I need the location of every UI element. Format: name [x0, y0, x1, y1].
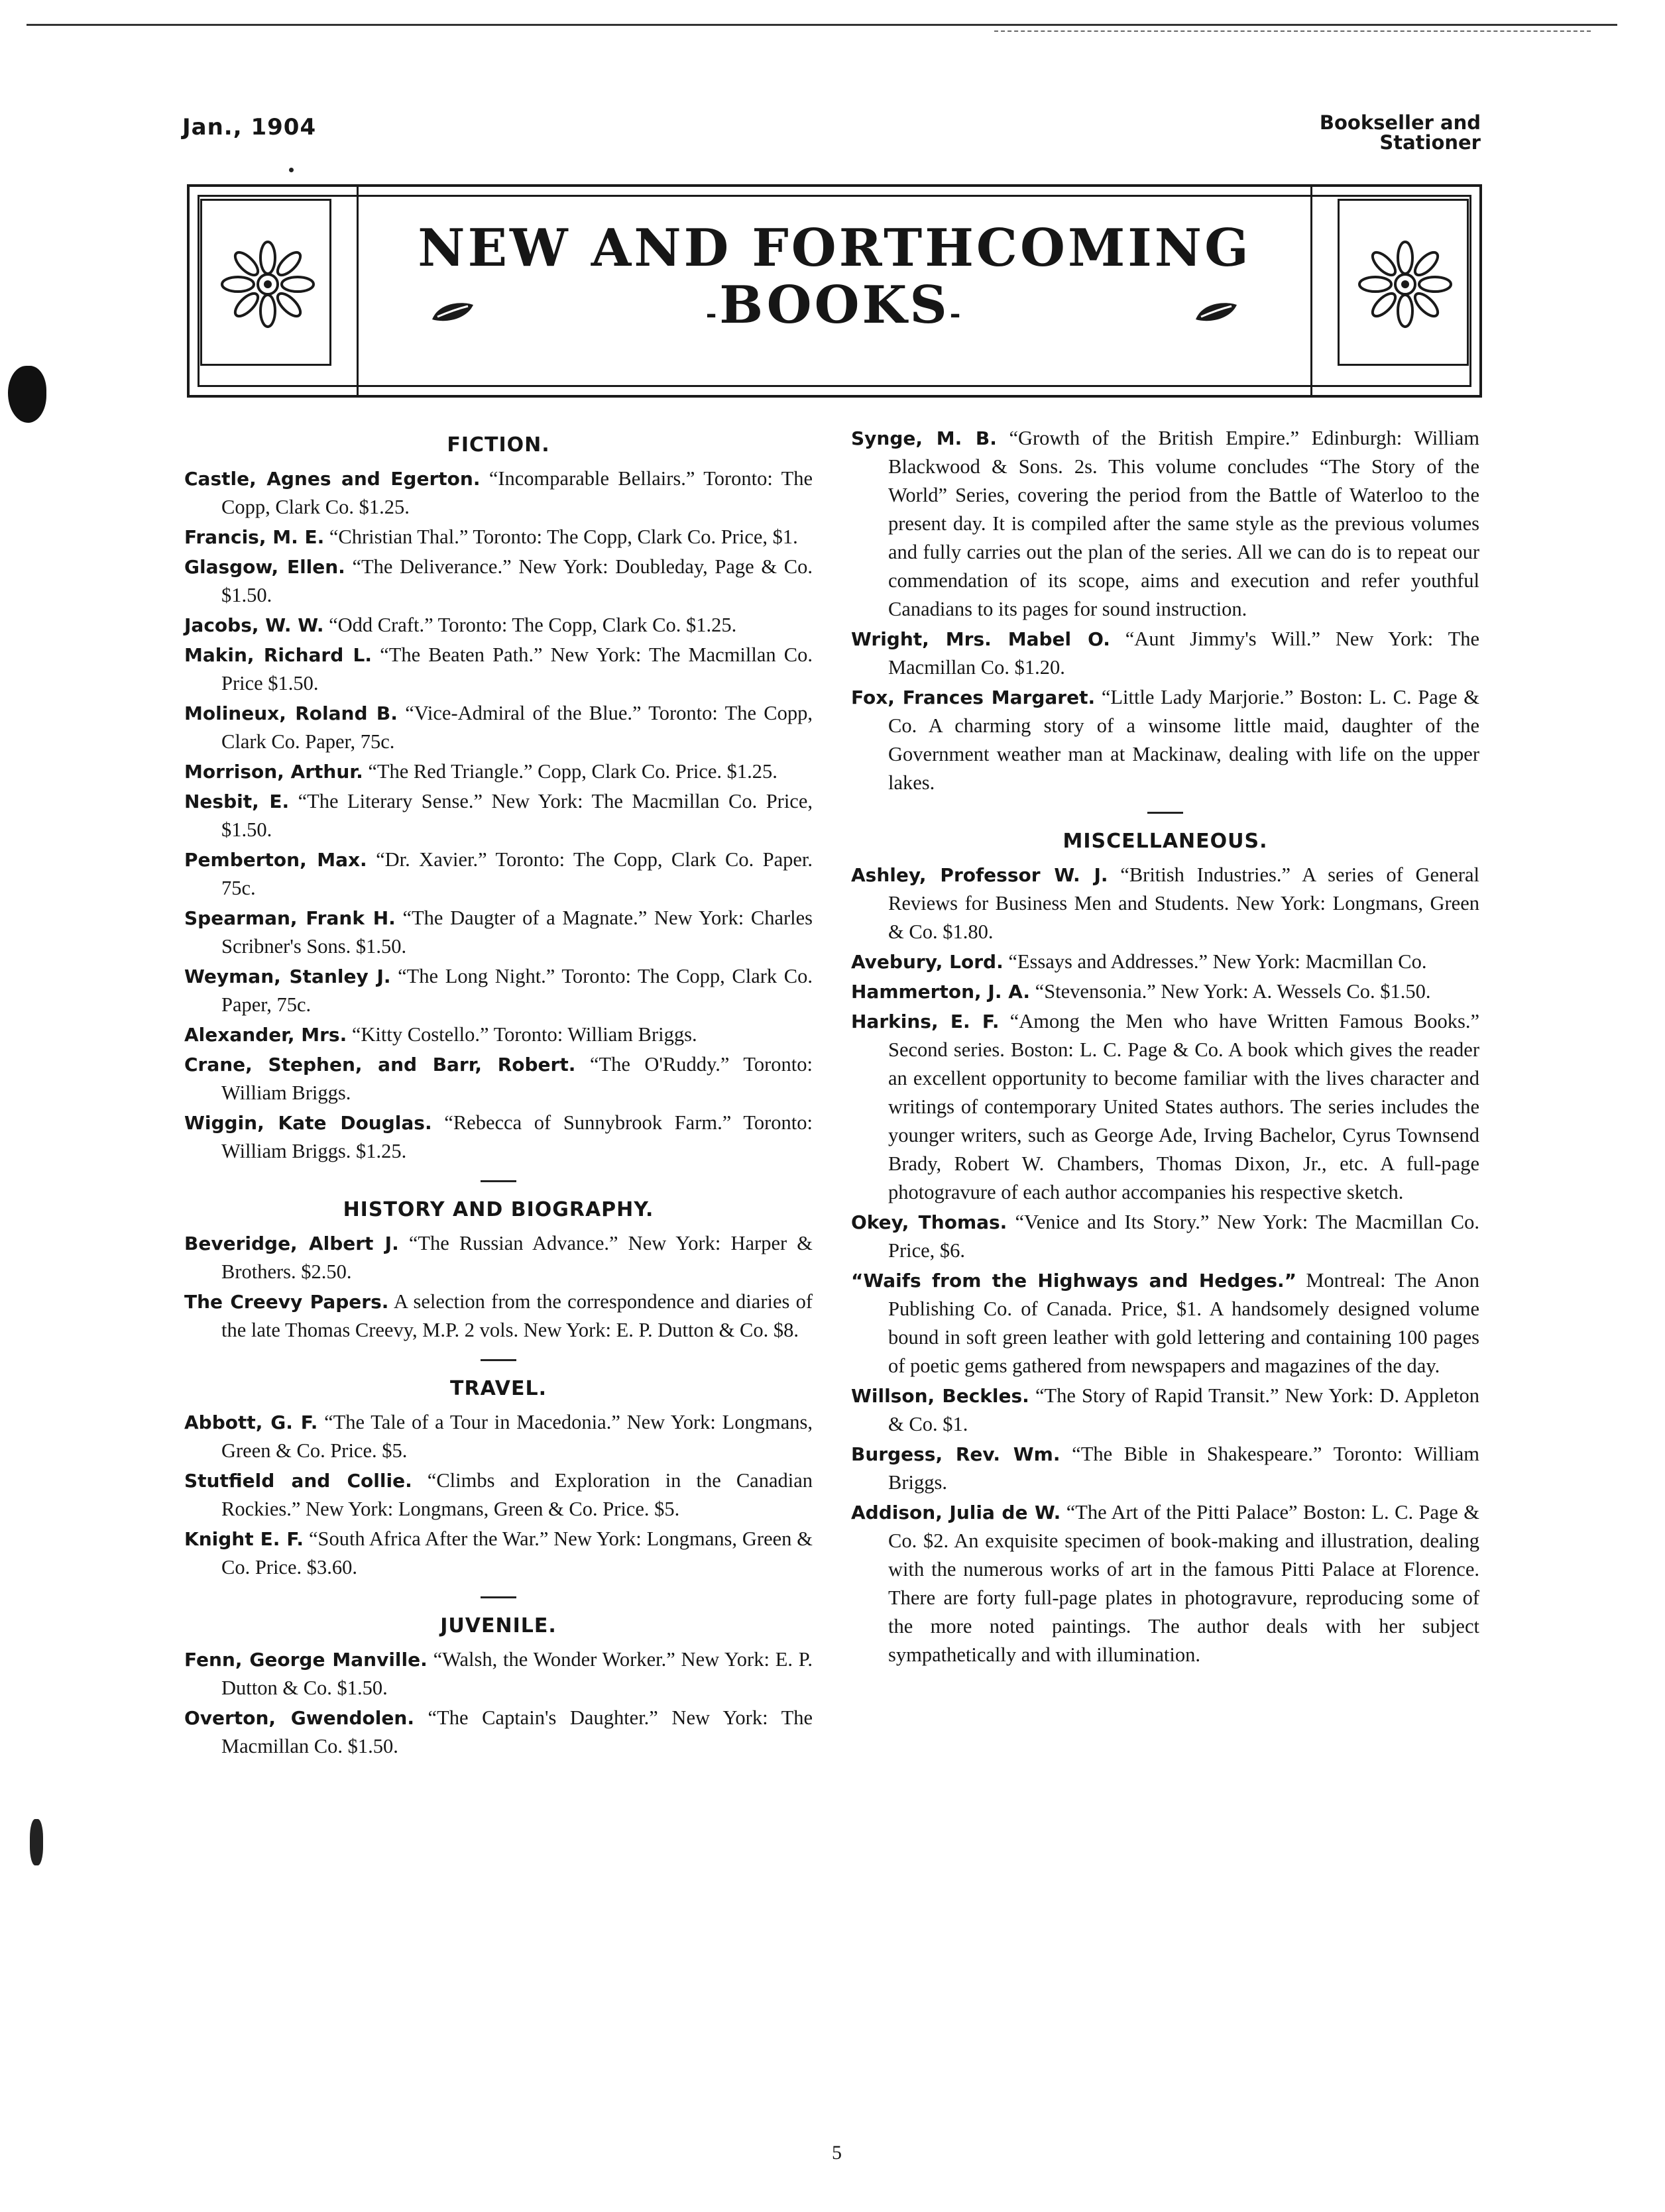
entry-details: “Aunt Jimmy's Will.” New York: The Macmillan Co. $1.20.	[888, 628, 1479, 679]
entry-details: “Christian Thal.” Toronto: The Copp, Clark Co. Price, $1.	[329, 525, 798, 548]
entry-details: “Little Lady Marjorie.” Boston: L. C. Page & Co. A charming story of a winsome little maid, daughter of the Government weather man at Mackinaw, dealing with life on the upper lakes.	[888, 686, 1479, 794]
entry-author: Beveridge, Albert J.	[184, 1233, 399, 1254]
list-item	[184, 1229, 813, 1286]
entry-author: Pemberton, Max.	[184, 849, 367, 871]
entry-author: Glasgow, Ellen.	[184, 556, 345, 578]
list-item	[184, 962, 813, 1019]
list-item	[184, 1645, 813, 1702]
list-item	[184, 523, 813, 551]
entry-author: Ashley, Professor W. J.	[851, 864, 1108, 886]
entry-details: “The Story of Rapid Transit.” New York: D. Appleton & Co. $1.	[888, 1384, 1480, 1435]
list-item	[851, 1382, 1479, 1439]
banner-title	[362, 220, 1307, 343]
leaf-ornament-icon	[430, 300, 476, 323]
page-number: 5	[832, 2142, 842, 2164]
entry-details: “Walsh, the Wonder Worker.” New York: E. P. Dutton & Co. $1.50.	[221, 1648, 813, 1699]
entry-author: Willson, Beckles.	[851, 1385, 1029, 1407]
entry-author: Castle, Agnes and Egerton.	[184, 468, 481, 490]
publication-name-line2: Stationer	[1379, 131, 1481, 154]
entry-details: “The Bible in Shakespeare.” Toronto: William Briggs.	[888, 1443, 1479, 1494]
top-rule	[27, 24, 1617, 26]
entry-author: Synge, M. B.	[851, 427, 997, 449]
list-item	[184, 904, 813, 961]
list-item	[851, 1440, 1479, 1497]
list-item	[851, 625, 1479, 682]
entry-author: “Waifs from the Highways and Hedges.”	[851, 1270, 1297, 1292]
entry-details: “The Art of the Pitti Palace” Boston: L. C. Page & Co. $2. An exquisite specimen of book-making and illustration, dealing with the numerous works of art in the famous Pitti Palace at Florence. There are forty full-page plates in photogravure, reproducing some of the more noted paintings. The author deals with her subject sympathetically and with illumination.	[888, 1501, 1479, 1666]
entry-details: “The O'Ruddy.” Toronto: William Briggs.	[221, 1053, 813, 1104]
list-item	[184, 1704, 813, 1761]
list-item	[851, 1208, 1479, 1265]
banner-divider-right	[1310, 187, 1312, 395]
entry-author: Fenn, George Manville.	[184, 1649, 428, 1671]
entry-author: Jacobs, W. W.	[184, 614, 324, 636]
section-heading-fiction: FICTION.	[447, 433, 550, 457]
title-dash-icon: -	[705, 298, 720, 329]
entry-author: Overton, Gwendolen.	[184, 1707, 414, 1729]
entry-details: “The Russian Advance.” New York: Harper & Brothers. $2.50.	[221, 1232, 813, 1283]
entry-author: Alexander, Mrs.	[184, 1024, 347, 1046]
entry-author: Morrison, Arthur.	[184, 761, 363, 783]
entry-details: “The Long Night.” Toronto: The Copp, Clark Co. Paper, 75c.	[221, 965, 813, 1016]
list-item	[184, 1408, 813, 1465]
list-item	[184, 699, 813, 756]
list-item	[184, 757, 813, 786]
margin-mark	[30, 1819, 43, 1865]
entry-author: Spearman, Frank H.	[184, 907, 396, 929]
entry-author: Francis, M. E.	[184, 526, 325, 548]
section-divider	[1147, 812, 1183, 814]
binding-hole-blot	[8, 366, 46, 423]
title-dash-icon: -	[949, 298, 964, 329]
section-divider	[481, 1359, 516, 1361]
list-item	[184, 1050, 813, 1107]
entry-author: Crane, Stephen, and Barr, Robert.	[184, 1054, 576, 1076]
section-heading-miscellaneous: MISCELLANEOUS.	[1062, 830, 1268, 853]
entry-details: “South Africa After the War.” New York: Longmans, Green & Co. Price. $3.60.	[221, 1527, 813, 1578]
entry-details: “Growth of the British Empire.” Edinburgh: William Blackwood & Sons. 2s. This volume concludes “The Story of the World” Series, covering the period from the Battle of Waterloo to the present day. It is compiled after the same style as the previous volumes and fully carries out the plan of the series. All we can do is to repeat our commendation of its scope, aims and execution and refer youthful Canadians to its pages for sound instruction.	[888, 427, 1480, 620]
banner-title-line2-text: BOOKS	[719, 275, 950, 335]
ornament-box-left	[200, 199, 331, 366]
entry-author: Fox, Frances Margaret.	[851, 687, 1096, 708]
entry-author: Burgess, Rev. Wm.	[851, 1443, 1061, 1465]
list-item	[184, 1021, 813, 1049]
title-banner	[187, 184, 1482, 398]
entry-details: “Kitty Costello.” Toronto: William Briggs.	[351, 1023, 697, 1046]
list-item	[184, 641, 813, 698]
entry-author: Makin, Richard L.	[184, 644, 373, 666]
list-item	[851, 948, 1479, 976]
entry-author: Wright, Mrs. Mabel O.	[851, 628, 1110, 650]
entry-details: “The Deliverance.” New York: Doubleday, Page & Co. $1.50.	[221, 555, 813, 606]
entry-author: Nesbit, E.	[184, 791, 290, 812]
list-item	[184, 611, 813, 639]
entry-details: “The Captain's Daughter.” New York: The Macmillan Co. $1.50.	[221, 1706, 813, 1757]
issue-date: Jan., 1904	[182, 114, 317, 140]
list-item	[851, 861, 1479, 946]
entry-author: Molineux, Roland B.	[184, 702, 398, 724]
entry-author: The Creevy Papers.	[184, 1291, 389, 1313]
juvenile-continued-list	[851, 424, 1479, 797]
section-divider	[481, 1596, 516, 1598]
list-item	[184, 846, 813, 903]
entry-details: “The Literary Sense.” New York: The Macmillan Co. Price, $1.50.	[221, 790, 813, 841]
section-heading-history: HISTORY AND BIOGRAPHY.	[343, 1198, 654, 1221]
list-item	[184, 1288, 813, 1345]
entry-author: Stutfield and Collie.	[184, 1470, 412, 1492]
list-item	[184, 1525, 813, 1582]
banner-title-line2	[362, 277, 1307, 343]
entry-author: Weyman, Stanley J.	[184, 966, 391, 987]
list-item	[851, 1498, 1479, 1669]
right-column	[851, 424, 1479, 1671]
publication-name	[1320, 113, 1481, 152]
flower-ornament-icon	[218, 238, 317, 331]
entry-details: “Venice and Its Story.” New York: The Macmillan Co. Price, $6.	[888, 1211, 1480, 1262]
list-item	[184, 1109, 813, 1166]
entry-author: Wiggin, Kate Douglas.	[184, 1112, 432, 1134]
list-item	[184, 787, 813, 844]
entry-author: Abbott, G. F.	[184, 1411, 318, 1433]
entry-details: “Essays and Addresses.” New York: Macmillan Co.	[1008, 950, 1427, 973]
publication-name-line1: Bookseller and	[1319, 111, 1481, 134]
entry-details: “Stevensonia.” New York: A. Wessels Co. $1.50.	[1035, 980, 1431, 1003]
stray-dot	[289, 168, 294, 172]
entry-details: “Incomparable Bellairs.” Toronto: The Copp, Clark Co. $1.25.	[221, 467, 813, 518]
section-heading-juvenile: JUVENILE.	[440, 1614, 557, 1637]
list-item	[184, 465, 813, 522]
entry-details: “The Daugter of a Magnate.” New York: Charles Scribner's Sons. $1.50.	[221, 907, 813, 958]
entry-details: Montreal: The Anon Publishing Co. of Canada. Price, $1. A handsomely designed volume bound in soft green leather with gold lettering and containing 100 pages of poetic gems gathered from newspapers and magazines of the day.	[888, 1269, 1480, 1377]
entry-details: “The Red Triangle.” Copp, Clark Co. Price. $1.25.	[368, 760, 777, 783]
entry-details: “British Industries.” A series of General Reviews for Business Men and Students. New York: Longmans, Green & Co. $1.80.	[888, 863, 1479, 943]
list-item	[851, 424, 1479, 624]
entry-details: “The Beaten Path.” New York: The Macmillan Co. Price $1.50.	[221, 643, 813, 694]
list-item	[851, 683, 1479, 797]
travel-list	[184, 1408, 813, 1582]
list-item	[184, 1466, 813, 1523]
left-column	[184, 424, 813, 1762]
entry-author: Addison, Julia de W.	[851, 1502, 1061, 1523]
entry-author: Okey, Thomas.	[851, 1211, 1007, 1233]
list-item	[851, 977, 1479, 1006]
list-item	[851, 1266, 1479, 1380]
entry-details: “Rebecca of Sunnybrook Farm.” Toronto: William Briggs. $1.25.	[221, 1111, 813, 1162]
entry-author: Avebury, Lord.	[851, 951, 1004, 973]
banner-divider-left	[357, 187, 359, 395]
section-heading-travel: TRAVEL.	[450, 1377, 547, 1400]
list-item	[851, 1007, 1479, 1207]
juvenile-list	[184, 1645, 813, 1761]
miscellaneous-list	[851, 861, 1479, 1669]
entry-details: “The Tale of a Tour in Macedonia.” New York: Longmans, Green & Co. Price. $5.	[221, 1411, 813, 1462]
ornament-box-right	[1338, 199, 1469, 366]
entry-details: “Odd Craft.” Toronto: The Copp, Clark Co. $1.25.	[329, 614, 737, 636]
entry-author: Harkins, E. F.	[851, 1011, 1000, 1032]
list-item	[184, 553, 813, 610]
entry-author: Knight E. F.	[184, 1528, 304, 1550]
leaf-ornament-icon	[1193, 300, 1239, 323]
flower-ornament-icon	[1355, 238, 1455, 331]
entry-details: A selection from the correspondence and diaries of the late Thomas Creevy, M.P. 2 vols. New York: E. P. Dutton & Co. $8.	[221, 1290, 813, 1341]
banner-title-line1: NEW AND FORTHCOMING	[418, 218, 1251, 278]
section-divider	[481, 1180, 516, 1182]
history-list	[184, 1229, 813, 1345]
entry-details: “Climbs and Exploration in the Canadian Rockies.” New York: Longmans, Green & Co. Price. $5.	[221, 1469, 813, 1520]
fiction-list	[184, 465, 813, 1166]
entry-details: “Among the Men who have Written Famous Books.” Second series. Boston: L. C. Page & Co. A book which gives the reader an excellent opportunity to become familiar with the lives character and writings of contemporary United States authors. The series includes the younger writers, such as George Ade, Irving Bachelor, Cyrus Townsend Brady, Robert W. Chambers, Thomas Dixon, Jr., etc. A full-page photogravure of each author accompanies his respective sketch.	[888, 1010, 1480, 1203]
entry-details: “Dr. Xavier.” Toronto: The Copp, Clark Co. Paper. 75c.	[221, 848, 813, 899]
entry-details: “Vice-Admiral of the Blue.” Toronto: The Copp, Clark Co. Paper, 75c.	[221, 702, 813, 753]
entry-author: Hammerton, J. A.	[851, 981, 1031, 1003]
top-rule-dashed	[994, 30, 1591, 32]
